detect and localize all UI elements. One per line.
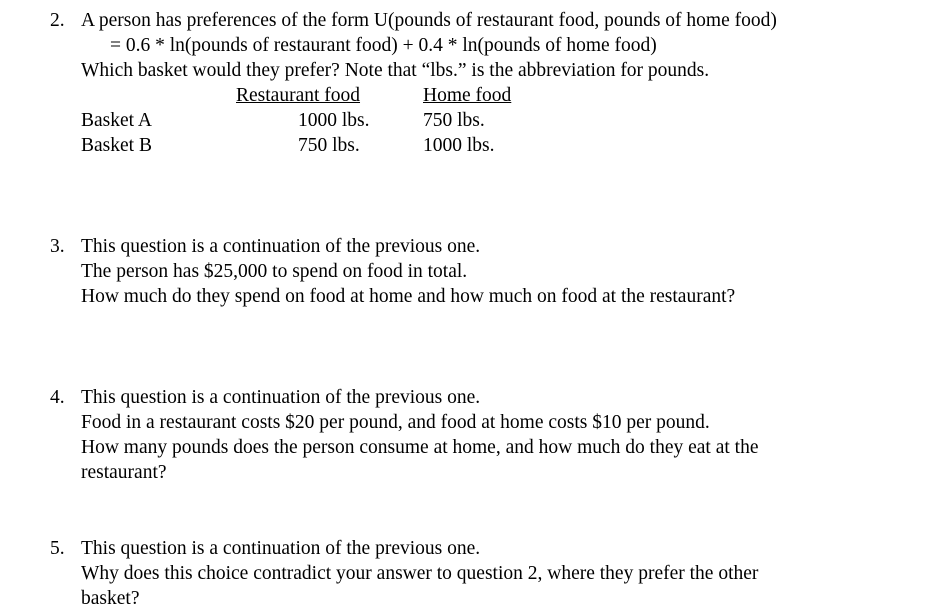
- question-text-line: The person has $25,000 to spend on food in total.: [81, 261, 468, 282]
- question-number: 5.: [50, 538, 65, 559]
- question-text-line: This question is a continuation of the previous one.: [81, 236, 481, 257]
- table-cell-restaurant: 1000 lbs.: [298, 110, 370, 131]
- table-row-label: Basket A: [81, 110, 152, 131]
- table-cell-home: 750 lbs.: [423, 110, 485, 131]
- question-text-line: Food in a restaurant costs $20 per pound, and food at home costs $10 per pound.: [81, 412, 710, 433]
- question-text-line: basket?: [81, 588, 140, 609]
- question-number: 4.: [50, 387, 65, 408]
- question-text-line: How many pounds does the person consume at home, and how much do they eat at the: [81, 437, 759, 458]
- utility-formula: = 0.6 * ln(pounds of restaurant food) + 0.4 * ln(pounds of home food): [110, 35, 657, 56]
- question-text-line: This question is a continuation of the previous one.: [81, 387, 481, 408]
- table-row-label: Basket B: [81, 135, 152, 156]
- question-text-line: How much do they spend on food at home and how much on food at the restaurant?: [81, 286, 736, 307]
- question-number: 3.: [50, 236, 65, 257]
- question-text-line: This question is a continuation of the previous one.: [81, 538, 481, 559]
- question-text-line: restaurant?: [81, 462, 167, 483]
- table-cell-restaurant: 750 lbs.: [298, 135, 360, 156]
- table-cell-home: 1000 lbs.: [423, 135, 495, 156]
- question-number: 2.: [50, 10, 65, 31]
- table-header-home: Home food: [423, 85, 512, 106]
- question-text-line: Why does this choice contradict your answer to question 2, where they prefer the other: [81, 563, 759, 584]
- question-text-line: A person has preferences of the form U(pounds of restaurant food, pounds of home food): [81, 10, 777, 31]
- question-text-line: Which basket would they prefer? Note that “lbs.” is the abbreviation for pounds.: [81, 60, 710, 81]
- table-header-restaurant: Restaurant food: [236, 85, 361, 106]
